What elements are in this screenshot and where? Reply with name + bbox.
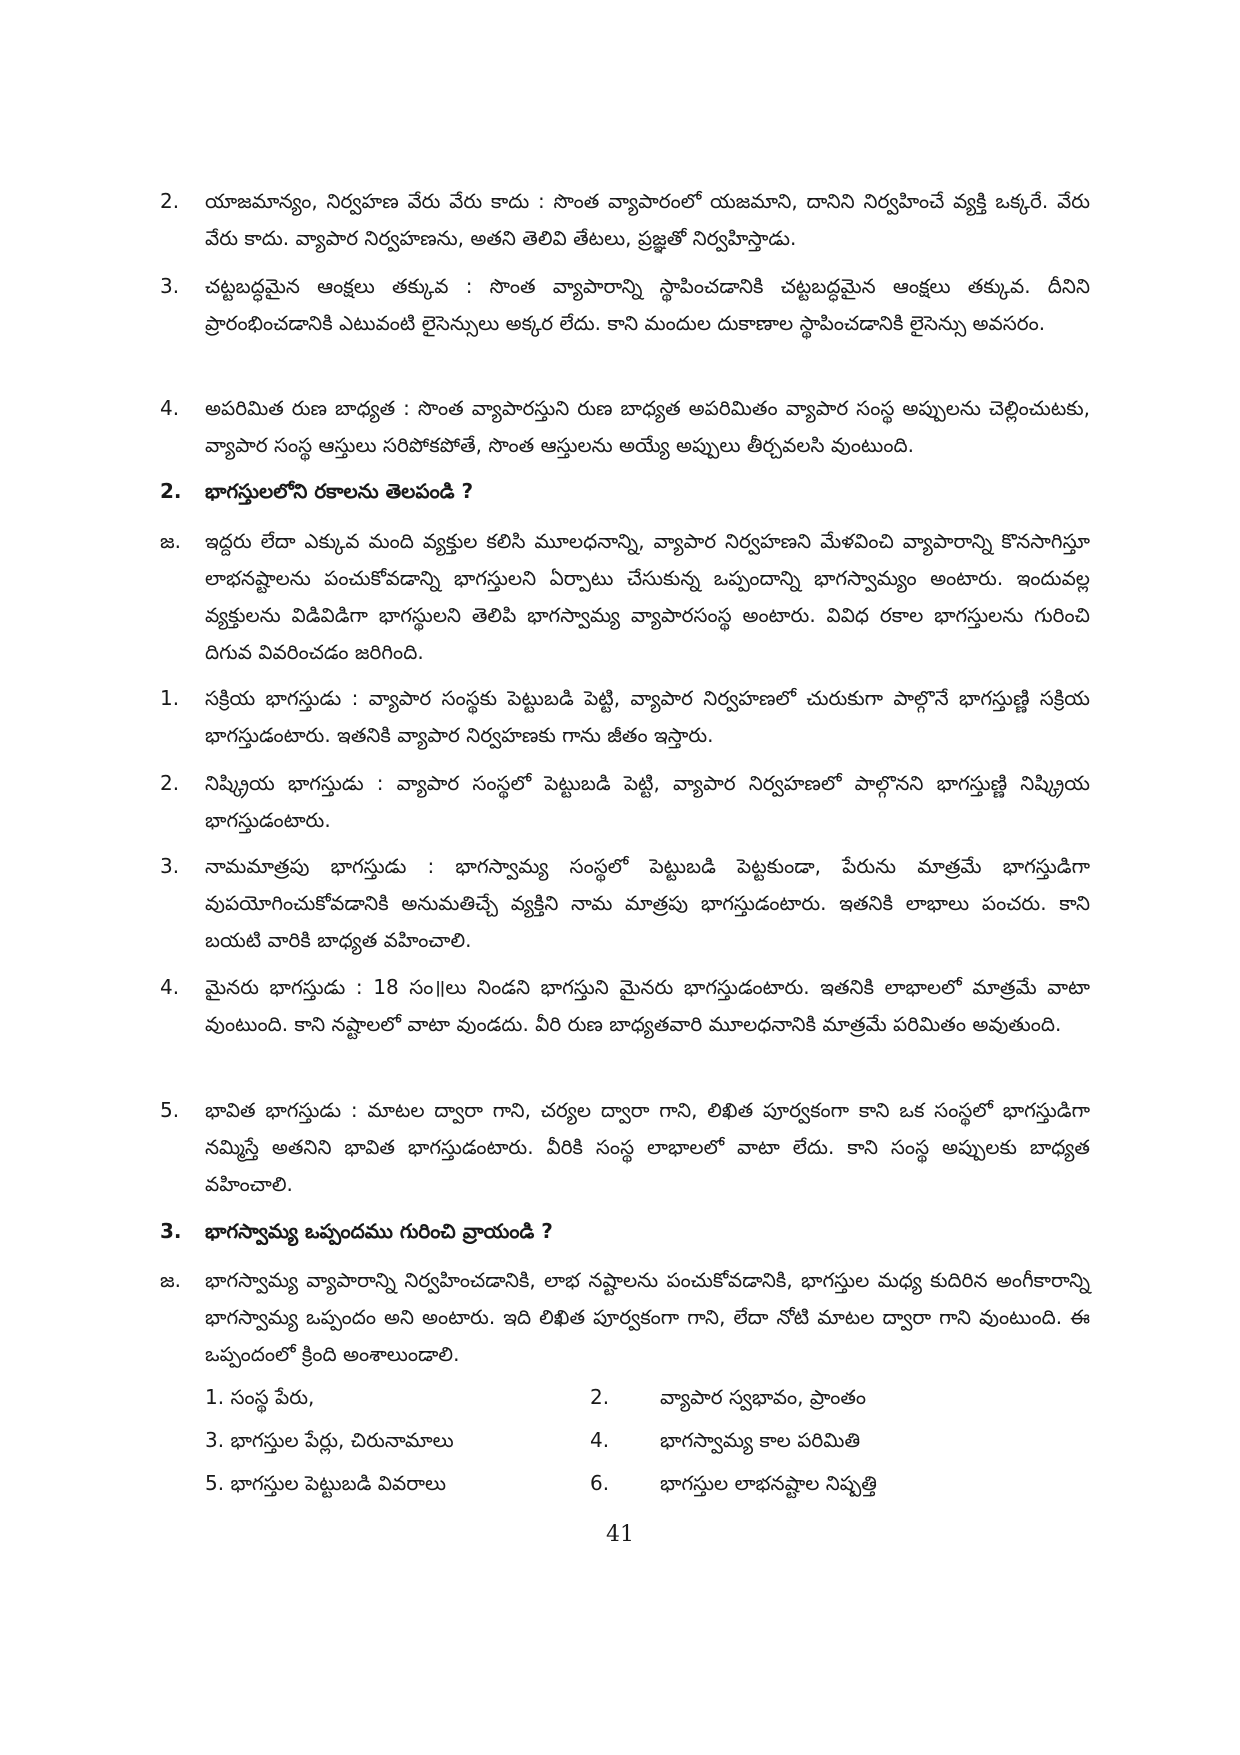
item-text: భావిత భాగస్తుడు : మాటల ద్వారా గాని, చర్యల ద్వారా గాని, లిఖిత పూర్వకంగా కాని ఒక సంస్థలో భాగస్తుడిగా నమ్మిస్తే అతనిని భావిత భాగస్తుడంటారు. వీరికి సంస్థ లాభాలలో వాటా లేదు. కాని సంస్థ అప్పులకు బాధ్యత వహించాలి. — [205, 1098, 1090, 1196]
item-number: 3. — [160, 274, 180, 298]
agreement-item-number: 6. — [590, 1471, 610, 1495]
answer-marker: జ. — [160, 529, 181, 553]
agreement-row — [205, 1420, 985, 1460]
agreement-item: వ్యాపార స్వభావం, ప్రాంతం — [660, 1385, 867, 1409]
question-number: 2. — [160, 479, 182, 503]
item-text: చట్టబద్ధమైన ఆంక్షలు తక్కువ : సొంత వ్యాపారాన్ని స్థాపించడానికి చట్టబద్ధమైన ఆంక్షలు తక్కువ. దీనిని ప్రారంభించడానికి ఎటువంటి లైసెన్సులు అక్కర లేదు. కాని మందుల దుకాణాల స్థాపించడానికి లైసెన్సు అవసరం. — [205, 274, 1090, 335]
list-item — [160, 183, 1090, 257]
list-item — [160, 680, 1090, 754]
item-number: 5. — [160, 1098, 180, 1122]
agreement-item: 3. భాగస్తుల పేర్లు, చిరునామాలు — [205, 1428, 454, 1452]
agreement-item: భాగస్వామ్య కాల పరిమితి — [660, 1428, 861, 1452]
list-item — [160, 390, 1090, 464]
list-item — [160, 848, 1090, 959]
answer-text: ఇద్దరు లేదా ఎక్కువ మంది వ్యక్తుల కలిసి మూలధనాన్ని, వ్యాపార నిర్వహణని మేళవించి వ్యాపారాన్ని కొనసాగిస్తూ లాభనష్టాలను పంచుకోవడాన్ని భాగస్తులని ఏర్పాటు చేసుకున్న ఒప్పందాన్ని భాగస్వామ్యం అంటారు. ఇందువల్ల వ్యక్తులను విడివిడిగా భాగస్థులని తెలిపి భాగస్వామ్య వ్యాపారసంస్థ అంటారు. వివిధ రకాల భాగస్తులను గురించి దిగువ వివరించడం జరిగింది. — [205, 529, 1090, 664]
question-heading — [160, 1213, 1090, 1250]
list-item — [160, 1092, 1090, 1203]
answer-paragraph — [160, 1262, 1090, 1373]
question-heading — [160, 473, 1090, 510]
question-title: భాగస్వామ్య ఒప్పందము గురించి వ్రాయండి ? — [205, 1219, 553, 1243]
item-text: నామమాత్రపు భాగస్తుడు : భాగస్వామ్య సంస్థలో పెట్టుబడి పెట్టకుండా, పేరును మాత్రమే భాగస్తుడిగా వుపయోగించుకోవడానికి అనుమతిచ్చే వ్యక్తిని నామ మాత్రపు భాగస్తుడంటారు. ఇతనికి లాభాలు పంచరు. కాని బయటి వారికి బాధ్యత వహించాలి. — [205, 854, 1090, 952]
agreement-item: 5. భాగస్తుల పెట్టుబడి వివరాలు — [205, 1471, 447, 1495]
item-number: 3. — [160, 854, 180, 878]
agreement-item-number: 2. — [590, 1385, 610, 1409]
list-item — [160, 268, 1090, 342]
agreement-item-number: 4. — [590, 1428, 610, 1452]
agreement-item: భాగస్తుల లాభనష్టాల నిష్పత్తి — [660, 1471, 877, 1495]
question-title: భాగస్తులలోని రకాలను తెలపండి ? — [205, 479, 474, 503]
item-text: సక్రియ భాగస్తుడు : వ్యాపార సంస్థకు పెట్టుబడి పెట్టి, వ్యాపార నిర్వహణలో చురుకుగా పాల్గొనే భాగస్తుణ్ణి సక్రియ భాగస్తుడంటారు. ఇతనికి వ్యాపార నిర్వహణకు గాను జీతం ఇస్తారు. — [205, 686, 1090, 747]
question-number: 3. — [160, 1219, 182, 1243]
item-number: 4. — [160, 975, 180, 999]
answer-paragraph — [160, 523, 1090, 671]
page-number: 41 — [606, 1522, 634, 1547]
item-text: యాజమాన్యం, నిర్వహణ వేరు వేరు కాదు : సొంత వ్యాపారంలో యజమాని, దానిని నిర్వహించే వ్యక్తి ఒక్కరే. వేరు వేరు కాదు. వ్యాపార నిర్వహణను, అతని తెలివి తేటలు, ప్రజ్ఞతో నిర్వహిస్తాడు. — [205, 189, 1090, 250]
answer-marker: జ. — [160, 1268, 181, 1292]
item-text: మైనరు భాగస్తుడు : 18 సం॥లు నిండని భాగస్తుని మైనరు భాగస్తుడంటారు. ఇతనికి లాభాలలో మాత్రమే వాటా వుంటుంది. కాని నష్టాలలో వాటా వుండదు. వీరి రుణ బాధ్యతవారి మూలధనానికి మాత్రమే పరిమితం అవుతుంది. — [205, 975, 1090, 1036]
item-number: 4. — [160, 396, 180, 420]
agreement-row — [205, 1463, 985, 1503]
list-item — [160, 765, 1090, 839]
item-text: అపరిమిత రుణ బాధ్యత : సొంత వ్యాపారస్తుని రుణ బాధ్యత అపరిమితం వ్యాపార సంస్థ అప్పులను చెల్లించుటకు, వ్యాపార సంస్థ ఆస్తులు సరిపోకపోతే, సొంత ఆస్తులను అయ్యే అప్పులు తీర్చవలసి వుంటుంది. — [205, 396, 1090, 457]
answer-text: భాగస్వామ్య వ్యాపారాన్ని నిర్వహించడానికి, లాభ నష్టాలను పంచుకోవడానికి, భాగస్తుల మధ్య కుదిరిన అంగీకారాన్ని భాగస్వామ్య ఒప్పందం అని అంటారు. ఇది లిఖిత పూర్వకంగా గాని, లేదా నోటి మాటల ద్వారా గాని వుంటుంది. ఈ ఒప్పందంలో క్రింది అంశాలుండాలి. — [205, 1268, 1090, 1366]
agreement-row — [205, 1377, 985, 1417]
item-number: 2. — [160, 771, 180, 795]
list-item — [160, 969, 1090, 1043]
agreement-item: 1. సంస్థ పేరు, — [205, 1385, 315, 1409]
item-number: 1. — [160, 686, 180, 710]
item-number: 2. — [160, 189, 180, 213]
item-text: నిష్క్రియ భాగస్తుడు : వ్యాపార సంస్థలో పెట్టుబడి పెట్టి, వ్యాపార నిర్వహణలో పాల్గొనని భాగస్తుణ్ణి నిష్క్రియ భాగస్తుడంటారు. — [205, 771, 1090, 832]
